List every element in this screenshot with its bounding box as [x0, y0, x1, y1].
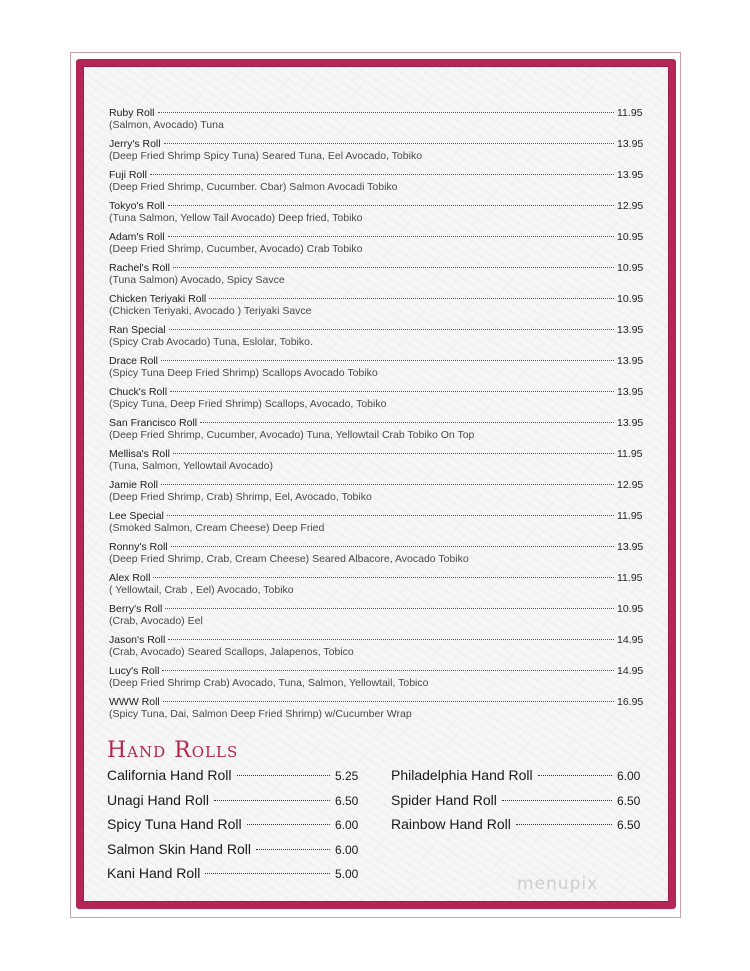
hand-roll-item — [107, 767, 359, 792]
roll-price: 11.95 — [617, 572, 643, 584]
roll-name: Jerry's Roll — [109, 138, 161, 150]
roll-description: (Deep Fried Shrimp, Cucumber, Avocado) Crab Tobiko — [109, 243, 363, 255]
dot-leader — [162, 669, 614, 671]
dot-leader — [171, 545, 614, 547]
dot-leader — [200, 421, 614, 423]
roll-name: Alex Roll — [109, 572, 151, 584]
roll-description: ( Yellowtail, Crab , Eel) Avocado, Tobiko — [109, 584, 294, 596]
dot-leader — [150, 173, 614, 175]
roll-item — [109, 324, 649, 355]
dot-leader — [168, 235, 614, 237]
roll-name: Berry's Roll — [109, 603, 163, 615]
roll-description: (Deep Fried Shrimp, Crab, Cream Cheese) Seared Albacore, Avocado Tobiko — [109, 553, 469, 565]
roll-price: 10.95 — [617, 603, 644, 615]
dot-leader — [538, 774, 612, 776]
roll-item — [109, 510, 649, 541]
roll-item — [109, 231, 649, 262]
roll-item — [109, 603, 649, 634]
hand-roll-name: Spicy Tuna Hand Roll — [107, 816, 242, 833]
roll-description: (Smoked Salmon, Cream Cheese) Deep Fried — [109, 522, 325, 534]
roll-name: Mellisa's Roll — [109, 448, 170, 460]
hand-roll-item — [391, 816, 641, 841]
dot-leader — [158, 111, 614, 113]
dot-leader — [164, 142, 614, 144]
dot-leader — [502, 799, 612, 801]
hand-roll-price: 6.50 — [335, 793, 359, 808]
dot-leader — [167, 514, 614, 516]
hand-roll-item — [107, 792, 359, 817]
roll-price: 13.95 — [617, 138, 644, 150]
roll-price: 10.95 — [617, 293, 644, 305]
hand-roll-name: Spider Hand Roll — [391, 791, 497, 808]
hand-roll-price: 5.00 — [335, 867, 359, 882]
dot-leader — [169, 328, 614, 330]
dot-leader — [161, 359, 614, 361]
dot-leader — [153, 576, 614, 578]
roll-price: 12.95 — [617, 479, 644, 491]
roll-description: (Spicy Tuna, Deep Fried Shrimp) Scallops, Avocado, Tobiko — [109, 398, 387, 410]
roll-item — [109, 386, 649, 417]
dot-leader — [173, 452, 614, 454]
roll-name: Adam's Roll — [109, 231, 165, 243]
dot-leader — [168, 204, 614, 206]
dot-leader — [209, 297, 614, 299]
roll-description: (Salmon, Avocado) Tuna — [109, 119, 224, 131]
roll-item — [109, 200, 649, 231]
dot-leader — [205, 872, 330, 874]
hand-rolls-left-column — [107, 767, 359, 890]
roll-name: Fuji Roll — [109, 169, 147, 181]
roll-price: 13.95 — [617, 324, 644, 336]
roll-name: Ruby Roll — [109, 107, 155, 119]
roll-price: 10.95 — [617, 262, 644, 274]
roll-name: Jamie Roll — [109, 479, 159, 491]
hand-roll-name: Kani Hand Roll — [107, 865, 201, 882]
dot-leader — [168, 638, 614, 640]
roll-description: (Deep Fried Shrimp Crab) Avocado, Tuna, Salmon, Yellowtail, Tobico — [109, 677, 429, 689]
roll-price: 11.95 — [617, 510, 643, 522]
hand-roll-item — [107, 865, 359, 890]
dot-leader — [161, 483, 614, 485]
roll-price: 13.95 — [617, 417, 644, 429]
hand-roll-item — [107, 816, 359, 841]
roll-description: (Deep Fried Shrimp Spicy Tuna) Seared Tuna, Eel Avocado, Tobiko — [109, 150, 423, 162]
roll-description: (Tuna Salmon, Yellow Tail Avocado) Deep fried, Tobiko — [109, 212, 363, 224]
roll-item — [109, 355, 649, 386]
roll-item — [109, 448, 649, 479]
roll-item — [109, 665, 649, 696]
roll-description: (Spicy Crab Avocado) Tuna, Eslolar, Tobiko. — [109, 336, 313, 348]
roll-item — [109, 541, 649, 572]
dot-leader — [170, 390, 614, 392]
hand-roll-name: California Hand Roll — [107, 767, 232, 783]
roll-description: (Crab, Avocado) Seared Scallops, Jalapenos, Tobico — [109, 646, 354, 658]
hand-roll-price: 6.00 — [335, 842, 359, 857]
hand-roll-name: Salmon Skin Hand Roll — [107, 840, 251, 857]
roll-description: (Chicken Teriyaki, Avocado ) Teriyaki Savce — [109, 305, 312, 317]
roll-price: 12.95 — [617, 200, 644, 212]
dot-leader — [214, 799, 330, 801]
dot-leader — [173, 266, 614, 268]
roll-name: San Francisco Roll — [109, 417, 198, 429]
hand-roll-name: Rainbow Hand Roll — [391, 816, 511, 833]
hand-roll-price: 6.50 — [617, 793, 641, 808]
roll-price: 14.95 — [617, 634, 644, 646]
roll-name: Ronny's Roll — [109, 541, 168, 553]
roll-description: (Tuna, Salmon, Yellowtail Avocado) — [109, 460, 274, 472]
dot-leader — [165, 607, 614, 609]
roll-description: (Deep Fried Shrimp, Crab) Shrimp, Eel, Avocado, Tobiko — [109, 491, 372, 503]
dot-leader — [237, 774, 330, 776]
specialty-rolls-list — [109, 107, 649, 727]
hand-roll-item — [107, 841, 359, 866]
roll-name: Lee Special — [109, 510, 164, 522]
roll-description: (Crab, Avocado) Eel — [109, 615, 203, 627]
roll-item — [109, 417, 649, 448]
roll-description: (Spicy Tuna Deep Fried Shrimp) Scallops Avocado Tobiko — [109, 367, 378, 379]
dot-leader — [247, 823, 330, 825]
roll-price: 13.95 — [617, 355, 644, 367]
roll-name: Tokyo's Roll — [109, 200, 165, 212]
hand-roll-price: 6.50 — [617, 818, 641, 833]
roll-name: Lucy's Roll — [109, 665, 160, 677]
roll-item — [109, 634, 649, 665]
roll-description: (Deep Fried Shrimp, Cucumber, Avocado) Tuna, Yellowtail Crab Tobiko On Top — [109, 429, 475, 441]
roll-name: Drace Roll — [109, 355, 159, 367]
roll-description: (Spicy Tuna, Dai, Salmon Deep Fried Shrimp) w/Cucumber Wrap — [109, 708, 412, 720]
hand-roll-item — [391, 767, 641, 792]
roll-name: Ran Special — [109, 324, 166, 336]
roll-item — [109, 293, 649, 324]
roll-name: WWW Roll — [109, 696, 160, 708]
dot-leader — [516, 823, 612, 825]
roll-name: Rachel's Roll — [109, 262, 170, 274]
roll-price: 11.95 — [617, 448, 643, 460]
roll-description: (Deep Fried Shrimp, Cucumber. Cbar) Salmon Avocadi Tobiko — [109, 181, 398, 193]
dot-leader — [256, 848, 330, 850]
hand-rolls-heading: Hand Rolls — [107, 738, 239, 763]
hand-roll-name: Philadelphia Hand Roll — [391, 767, 533, 783]
roll-item — [109, 169, 649, 200]
roll-item — [109, 572, 649, 603]
menupix-watermark: menupix — [517, 874, 599, 894]
roll-description: (Tuna Salmon) Avocado, Spicy Savce — [109, 274, 285, 286]
roll-name: Chicken Teriyaki Roll — [109, 293, 207, 305]
roll-price: 13.95 — [617, 541, 644, 553]
roll-price: 16.95 — [617, 696, 644, 708]
dot-leader — [163, 700, 614, 702]
roll-price: 13.95 — [617, 386, 644, 398]
hand-roll-item — [391, 792, 641, 817]
roll-item — [109, 479, 649, 510]
roll-price: 14.95 — [617, 665, 644, 677]
roll-item — [109, 696, 649, 727]
roll-name: Jason's Roll — [109, 634, 166, 646]
roll-name: Chuck's Roll — [109, 386, 168, 398]
hand-roll-price: 6.00 — [335, 818, 359, 833]
hand-roll-name: Unagi Hand Roll — [107, 791, 209, 808]
hand-roll-price: 5.25 — [335, 769, 359, 783]
roll-item — [109, 107, 649, 138]
roll-item — [109, 262, 649, 293]
roll-price: 11.95 — [617, 107, 643, 119]
roll-item — [109, 138, 649, 169]
roll-price: 10.95 — [617, 231, 644, 243]
hand-rolls-right-column — [391, 767, 641, 841]
hand-roll-price: 6.00 — [617, 769, 641, 783]
roll-price: 13.95 — [617, 169, 644, 181]
